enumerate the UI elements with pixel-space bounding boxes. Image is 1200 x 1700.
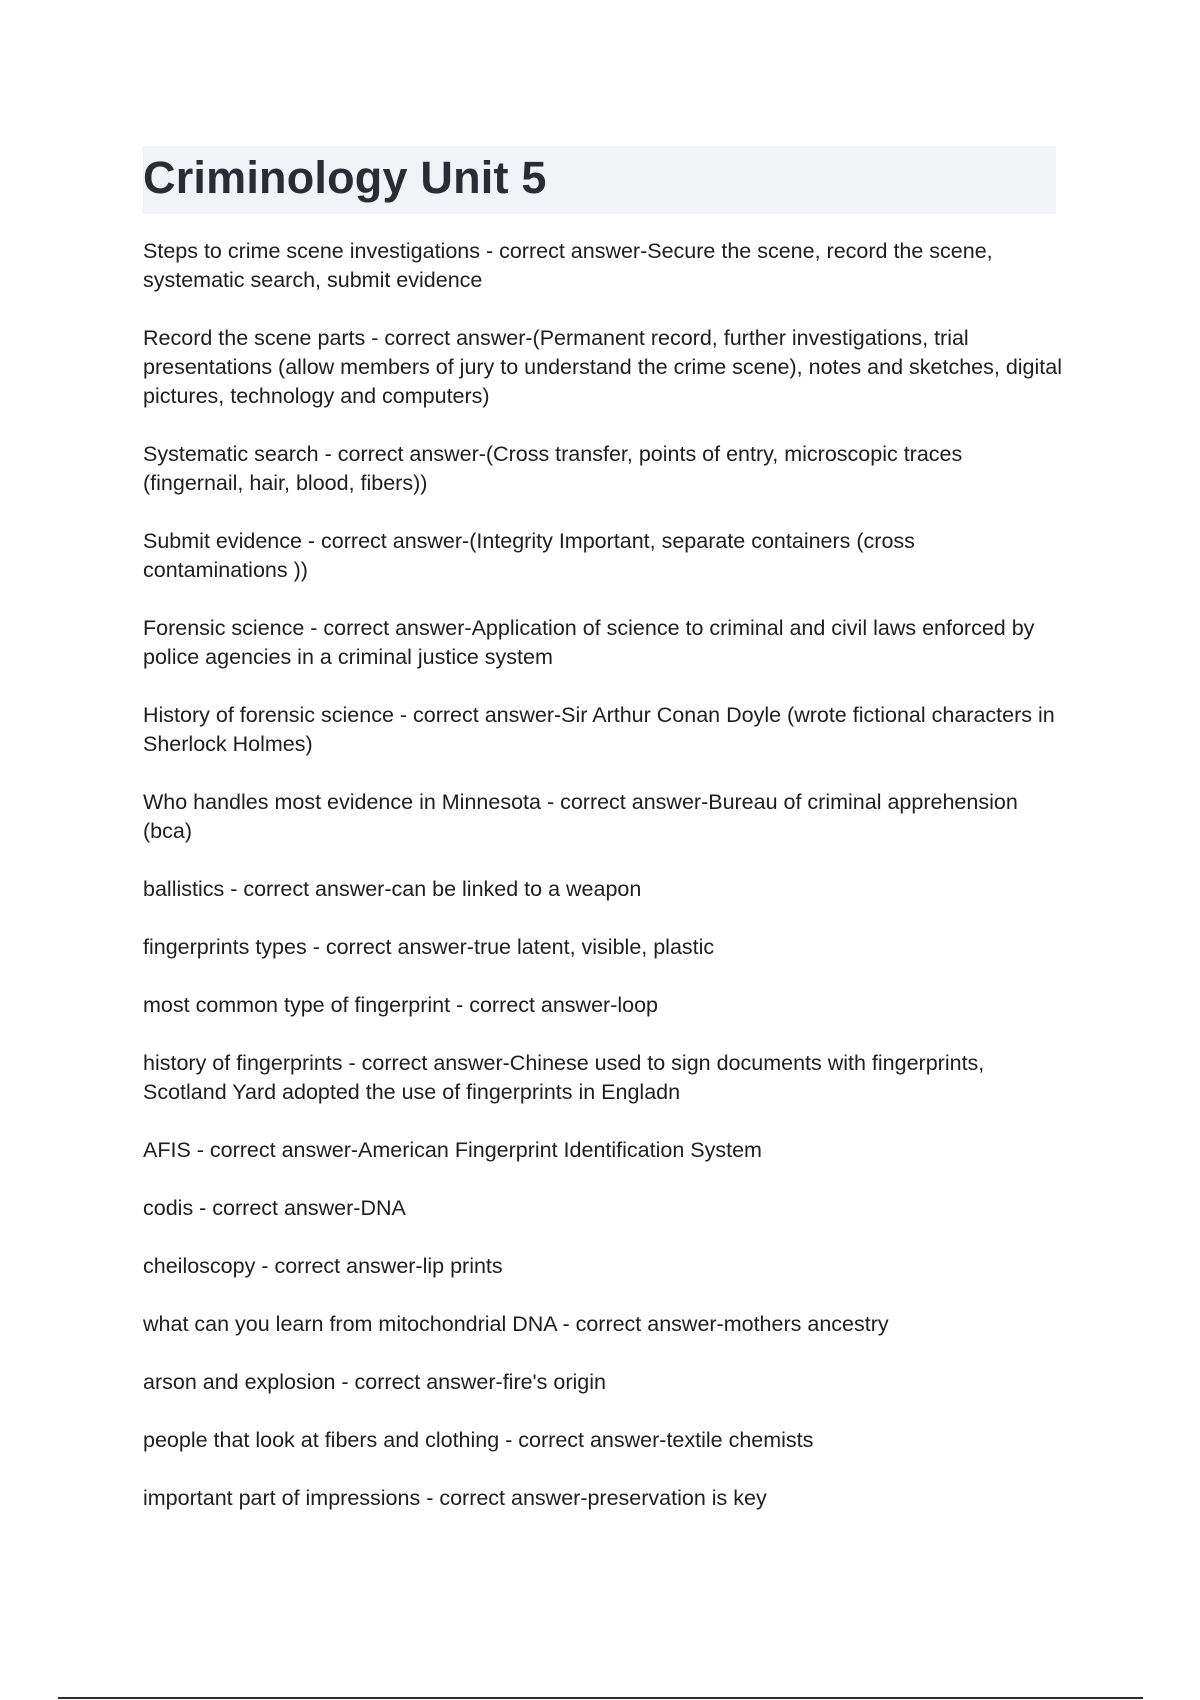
qa-item: Forensic science - correct answer-Application of science to criminal and civil laws enforced by police agencies in a criminal justice system [143,616,1035,669]
qa-item: AFIS - correct answer-American Fingerprint Identification System [143,1138,762,1162]
qa-item: Submit evidence - correct answer-(Integrity Important, separate containers (cross contaminations )) [143,529,915,582]
qa-item: Systematic search - correct answer-(Cross transfer, points of entry, microscopic traces (fingernail, hair, blood, fibers)) [143,442,963,495]
qa-item: Record the scene parts - correct answer-(Permanent record, further investigations, trial presentations (allow members of jury to understand the crime scene), notes and sketches, digital pictures, technology and computers) [143,326,1062,408]
qa-list [143,237,1063,1542]
qa-item: Steps to crime scene investigations - correct answer-Secure the scene, record the scene, systematic search, submit evidence [143,239,993,292]
title-banner [143,146,1056,214]
qa-item: ballistics - correct answer-can be linked to a weapon [143,877,642,901]
qa-item: most common type of fingerprint - correct answer-loop [143,993,659,1017]
qa-item: important part of impressions - correct answer-preservation is key [143,1486,767,1510]
qa-item: cheiloscopy - correct answer-lip prints [143,1254,503,1278]
qa-item: arson and explosion - correct answer-fire's origin [143,1370,606,1394]
footer-divider [58,1697,1143,1699]
qa-item: Who handles most evidence in Minnesota - correct answer-Bureau of criminal apprehension (bca) [143,790,1018,843]
qa-item: codis - correct answer-DNA [143,1196,406,1220]
qa-item: fingerprints types - correct answer-true latent, visible, plastic [143,935,715,959]
qa-item: History of forensic science - correct answer-Sir Arthur Conan Doyle (wrote fictional characters in Sherlock Holmes) [143,703,1055,756]
page-title: Criminology Unit 5 [143,152,547,203]
qa-item: people that look at fibers and clothing - correct answer-textile chemists [143,1428,814,1452]
qa-item: history of fingerprints - correct answer-Chinese used to sign documents with fingerprints, Scotland Yard adopted the use of fingerprints in Engladn [143,1051,985,1104]
qa-item: what can you learn from mitochondrial DNA - correct answer-mothers ancestry [143,1312,889,1336]
